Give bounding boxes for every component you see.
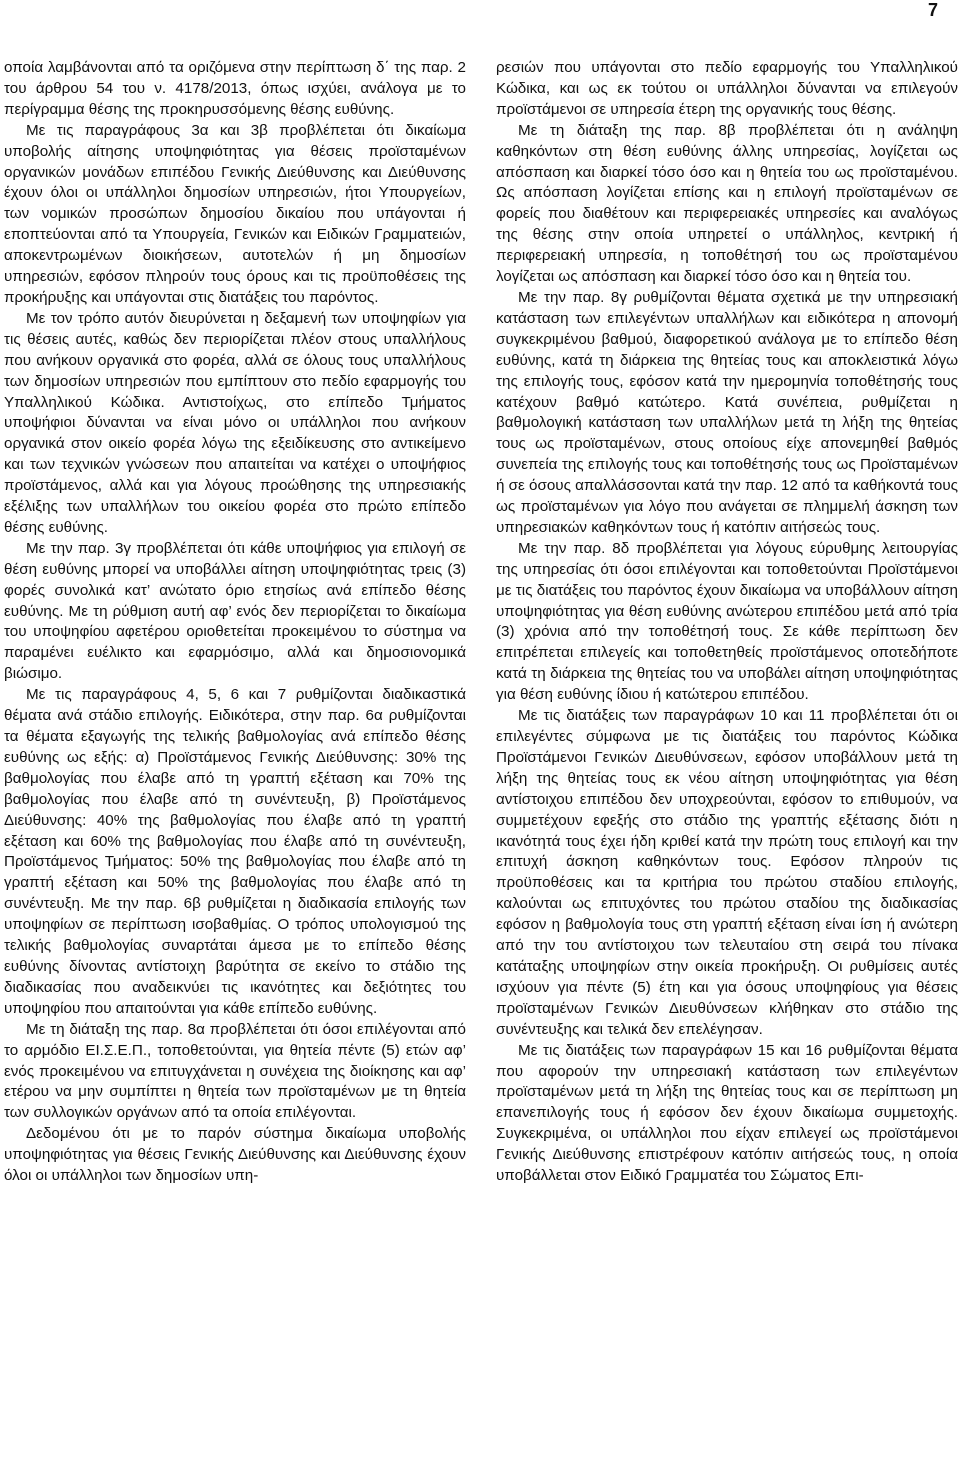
paragraph: Με τις παραγράφους 3α και 3β προβλέπεται ότι δικαίωμα υποβολής αίτησης υποψηφιότητας για θέσεις προϊσταμένων οργανικών μονάδων επιπέδου Γενικής Διεύθυνσης και Διεύθυνσης έχουν όλοι οι υπάλληλοι δημοσίων υπηρεσιών, ήτοι Υπουργείων, των νομικών προσώπων δημοσίου δικαίου που υπάγονται ή εποπτεύονται από τα Υπουργεία, Γενικών και Ειδικών Γραμματειών, αποκεντρωμένων διοικήσεων, αυτοτελών ή μη δημοσίων υπηρεσιών, εφόσον πληρούν τους όρους και τις προϋποθέσεις της προκήρυξης και υπάγονται στις διατάξεις του παρόντος. (4, 121, 466, 306)
paragraph: Με την παρ. 3γ προβλέπεται ότι κάθε υποψήφιος για επιλογή σε θέση ευθύνης μπορεί να υποβάλλει αίτηση υποψηφιότητας τρεις (3) φορές συνολικά κατ’ ανώτατο όριο ετησίως ανά επίπεδο θέσης ευθύνης. Με τη ρύθμιση αυτή αφ’ ενός δεν περιορίζεται το δικαίωμα του υποψηφίου αφετέρου οριοθετείται προκειμένου το σύστημα να παραμένει ευέλικτο και εφαρμόσιμο, αλλά και δημοσιονομικά βιώσιμο. (4, 539, 466, 683)
left-column (4, 58, 466, 1187)
paragraph: Με τις παραγράφους 4, 5, 6 και 7 ρυθμίζονται διαδικαστικά θέματα ανά στάδιο επιλογής. Ειδικότερα, στην παρ. 6α ρυθμίζονται τα θέματα εξαγωγής της τελικής βαθμολογίας ανά επίπεδο θέσης ευθύνης ως εξής: α) Προϊστάμενος Γενικής Διεύθυνσης: 30% της βαθμολογίας που έλαβε από τη γραπτή εξέταση και 70% της βαθμολογίας που έλαβε από τη συνέντευξη, β) Προϊστάμενος Διεύθυνσης: 40% της βαθμολογίας που έλαβε από τη γραπτή εξέταση και 60% της βαθμολογίας που έλαβε από τη συνέντευξη, Προϊστάμενος Τμήματος: 50% της βαθμολογίας που έλαβε από τη γραπτή εξέταση και 50% της βαθμολογίας που έλαβε από τη συνέντευξη. Με την παρ. 6β ρυθμίζεται η διαδικασία επιλογής των υποψηφίων σε περίπτωση ισοβαθμίας. Ο τρόπος υπολογισμού της τελικής βαθμολογίας συναρτάται άμεσα με το επίπεδο θέσης ευθύνης δίνοντας αντίστοιχη βαρύτητα σε εκείνο το στάδιο της διαδικασίας που αναδεικνύει τις ικανότητες και δεξιότητες του υποψηφίου που απαιτούνται για κάθε επίπεδο ευθύνης. (4, 686, 466, 1017)
paragraph: οποία λαμβάνονται από τα οριζόμενα στην περίπτωση δ΄ της παρ. 2 του άρθρου 54 του ν. 4178/2013, όπως ισχύει, ανάλογα με το περίγραμμα θέσης της προκηρυσσόμενης θέσης ευθύνης. (4, 59, 466, 118)
paragraph: Με τις διατάξεις των παραγράφων 10 και 11 προβλέπεται ότι οι επιλεγέντες σύμφωνα με τις διατάξεις του παρόντος Κώδικα Προϊστάμενοι Γενικών Διευθύνσεων, εφόσον υποβάλλουν μετά τη λήξη της θητείας τους εκ νέου αίτηση υποψηφιότητας για θέση αντίστοιχου επιπέδου δεν υποχρεούνται, εφόσον το επιθυμούν, να συμμετέχουν εφεξής στο στάδιο της γραπτής εξέτασης διότι η ικανότητά τους έχει ήδη κριθεί κατά την πρώτη τους επιλογή και την επιτυχή άσκηση καθηκόντων τους. Εφόσον πληρούν τις προϋποθέσεις και τα κριτήρια του πρώτου σταδίου επιλογής, καλούνται ως επιτυχόντες του πρώτου σταδίου της διαδικασίας εφόσον η βαθμολογία τους στη γραπτή εξέταση είναι ίση ή ανώτερη από την του αντίστοιχου των τελευταίου στη σειρά του πίνακα κατάταξης υποψηφίων στην οικεία προκήρυξη. Οι ρυθμίσεις αυτές ισχύουν για πέντε (5) έτη και για όσους υποψηφίους για θέσεις προϊσταμένων Γενικών Διευθύνσεων κλήθηκαν στο στάδιο της συνέντευξης και τελικά δεν επελέγησαν. (496, 707, 958, 1038)
paragraph: Με τον τρόπο αυτόν διευρύνεται η δεξαμενή των υποψηφίων για τις θέσεις αυτές, καθώς δεν περιορίζεται πλέον στους υπαλλήλους που ανήκουν οργανικά στο φορέα, αλλά σε όλους τους υπαλλήλους των δημοσίων υπηρεσιών που εμπίπτουν στο πεδίο εφαρμογής του Υπαλληλικού Κώδικα. Αντιστοίχως, στο επίπεδο Τμήματος υποψήφιοι δύνανται να είναι μόνο οι υπάλληλοι που ανήκουν οργανικά στον οικείο φορέα λόγω της εξειδίκευσης στο αντικείμενο και των τεχνικών γνώσεων που απαιτείται να κατέχει ο υποψήφιος προϊστάμενος, αλλά και για λόγους προώθησης της υπηρεσιακής εξέλιξης των υπαλλήλων του οικείου φορέα στο πρώτο επίπεδο θέσης ευθύνης. (4, 309, 466, 536)
paragraph: Με τη διάταξη της παρ. 8β προβλέπεται ότι η ανάληψη καθηκόντων στη θέση ευθύνης άλλης υπηρεσίας, λογίζεται ως απόσπαση και διαρκεί τόσο όσο και η θητεία του ως προϊσταμένου. Ως απόσπαση λογίζεται επίσης και η επιλογή προϊσταμένων σε φορείς που διαθέτουν και περιφερειακές υπηρεσίες και αναλόγως της θέσης στην οποία υπηρετεί ο υπάλληλος, κεντρική ή περιφερειακή υπηρεσία, η τοποθέτησή του ως προϊσταμένου λογίζεται ως απόσπαση και διαρκεί τόσο όσο και η θητεία του. (496, 121, 958, 286)
paragraph: Με τη διάταξη της παρ. 8α προβλέπεται ότι όσοι επιλέγονται από το αρμόδιο ΕΙ.Σ.Ε.Π., τοποθετούνται, για θητεία πέντε (5) ετών αφ’ ενός προκειμένου να επιτυγχάνεται η συνέχεια της διοίκησης και αφ’ ετέρου να μην συμπίπτει η θητεία των προϊσταμένων με τη θητεία των συλλογικών οργάνων από τα οποία επιλέγονται. (4, 1020, 466, 1122)
right-column (496, 58, 958, 1187)
paragraph: ρεσιών που υπάγονται στο πεδίο εφαρμογής του Υπαλληλικού Κώδικα, και ως εκ τούτου οι υπάλληλοι δύνανται να επιλεγούν προϊστάμενοι σε υπηρεσία έτερη της οργανικής τους θέσης. (496, 59, 958, 118)
paragraph: Με τις διατάξεις των παραγράφων 15 και 16 ρυθμίζονται θέματα που αφορούν την υπηρεσιακή κατάσταση των επιλεγέντων προϊσταμένων μετά τη λήξη της θητείας τους και σε περίπτωση μη επανεπιλογής τους ή εφόσον δεν έχουν δικαίωμα συμμετοχής. Συγκεκριμένα, οι υπάλληλοι που είχαν επιλεγεί ως προϊστάμενοι Γενικής Διεύθυνσης επιστρέφουν κατόπιν αιτήσεώς τους, η οποία υποβάλλεται στον Ειδικό Γραμματέα του Σώματος Επι- (496, 1041, 958, 1185)
page-number: 7 (927, 0, 938, 20)
paragraph: Με την παρ. 8δ προβλέπεται για λόγους εύρυθμης λειτουργίας της υπηρεσίας ότι όσοι επιλέγονται και τοποθετούνται Προϊστάμενοι με τις διατάξεις του παρόντος έχουν δικαίωμα να υποβάλλουν αίτηση υποψηφιότητας για θέση ευθύνης ανώτερου επιπέδου μετά από τρία (3) χρόνια από την τοποθέτησή τους. Σε κάθε περίπτωση δεν επιτρέπεται επιλεγείς και τοποθετηθείς προϊστάμενος οποτεδήποτε κατά τη διάρκεια της θητείας του να υποβάλει αίτηση υποψηφιότητας για θέση ευθύνης ίδιου ή κατώτερου επιπέδου. (496, 539, 958, 704)
paragraph: Με την παρ. 8γ ρυθμίζονται θέματα σχετικά με την υπηρεσιακή κατάσταση των επιλεγέντων υπαλλήλων και ειδικότερα η απονομή συγκεκριμένου βαθμού, διαφορετικού ανάλογα με το επίπεδο θέση ευθύνης, κατά τη διάρκεια της θητείας τους και αποκλειστικά λόγω της επιλογής τους, εφόσον κατά την ημερομηνία τοποθέτησής τους κατέχουν βαθμό κατώτερο. Κατά συνέπεια, ρυθμίζεται η βαθμολογική κατάσταση των υπαλλήλων μετά τη λήξη της θητείας τους ως προϊσταμένων, στους οποίους είχε απονεμηθεί βαθμός συνεπεία της επιλογής τους και τοποθέτησής τους ως Προϊσταμένων ή σε όσους απαλλάσσονται κατά την παρ. 12 από τα καθήκοντά τους ως προϊσταμένων για λόγο που ανάγεται σε πλημμελή άσκηση των υπηρεσιακών καθηκόντων τους ή κατόπιν αιτήσεώς τους. (496, 288, 958, 536)
paragraph: Δεδομένου ότι με το παρόν σύστημα δικαίωμα υποβολής υποψηφιότητας για θέσεις Γενικής Διεύθυνσης και Διεύθυνσης έχουν όλοι οι υπάλληλοι των δημοσίων υπη- (4, 1125, 466, 1185)
